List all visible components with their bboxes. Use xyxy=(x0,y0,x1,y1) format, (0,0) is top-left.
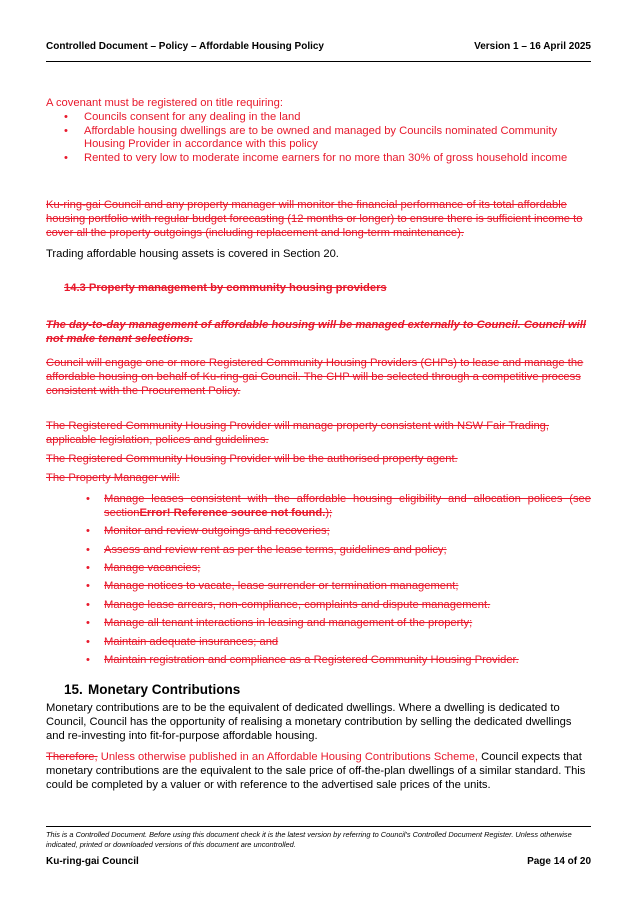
page-number: Page 14 of 20 xyxy=(527,856,591,867)
organisation-name: Ku-ring-gai Council xyxy=(46,856,139,867)
list-item: • Councils consent for any dealing in the land xyxy=(46,111,591,125)
footer-divider xyxy=(46,826,591,827)
list-item: • Manage lease arrears, non-compliance, complaints and dispute management. xyxy=(46,599,591,613)
section-14-3-heading: 14.3 Property management by community housing providers xyxy=(64,282,387,294)
list-item: • Affordable housing dwellings are to be owned and managed by Councils nominated Community Housing Provider in accordance with this policy xyxy=(46,125,591,153)
document-version: Version 1 – 16 April 2025 xyxy=(474,41,591,52)
chp-engagement-paragraph: Council will engage one or more Registered Community Housing Providers (CHPs) to lease and manage the affordable housing on behalf of Ku-ring-gai Council. The CHP will be selected through a competitive process consistent with the Procurement Policy. xyxy=(46,357,584,397)
list-item: • Manage notices to vacate, lease surrender or termination management; xyxy=(46,580,591,594)
trading-paragraph: Trading affordable housing assets is covered in Section 20. xyxy=(46,248,339,260)
management-italic-paragraph: The day-to-day management of affordable housing will be managed externally to Council. Council will not make tenant selections. xyxy=(46,319,586,345)
property-manager-duties xyxy=(46,493,591,672)
chp-manage-paragraph: The Registered Community Housing Provider will manage property consistent with NSW Fair Trading, applicable legislation, polices and guidelines. xyxy=(46,420,550,446)
list-item: • Rented to very low to moderate income earners for no more than 30% of gross household income xyxy=(46,152,591,166)
document-title: Controlled Document – Policy – Affordable Housing Policy xyxy=(46,41,324,52)
list-item: • Manage all tenant interactions in leasing and management of the property; xyxy=(46,617,591,631)
covenant-intro: A covenant must be registered on title requiring: xyxy=(46,97,283,109)
inserted-text: Unless otherwise published in an Affordable Housing Contributions Scheme, xyxy=(97,751,479,763)
covenant-list xyxy=(46,111,591,166)
property-manager-intro: The Property Manager will: xyxy=(46,472,180,484)
monetary-paragraph-1: Monetary contributions are to be the equivalent of dedicated dwellings. Where a dwelling is dedicated to Council, Council has the opportunity of realising a monetary contribution by selling the dedicated dwellings and re-investing into fit-for-purpose affordable housing. xyxy=(46,702,572,742)
list-item: • Manage leases consistent with the affordable housing eligibility and allocation polices (see sectionError! Reference source not found.); xyxy=(46,493,591,521)
list-item: • Manage vacancies; xyxy=(46,562,591,576)
controlled-document-note: This is a Controlled Document. Before using this document check it is the latest version by referring to Council's Controlled Document Register. Unless otherwise indicated, printed or downloaded versions of this document are uncontrolled. xyxy=(46,830,572,849)
header-divider xyxy=(46,61,591,62)
section-15-heading: 15. Monetary Contributions xyxy=(64,682,241,697)
list-item: • Maintain registration and compliance as a Registered Community Housing Provider. xyxy=(46,654,591,668)
list-item: • Maintain adequate insurances; and xyxy=(46,636,591,650)
deleted-text: Therefore, xyxy=(46,751,98,763)
page-header xyxy=(46,41,591,55)
monitor-paragraph: Ku-ring-gai Council and any property manager will monitor the financial performance of its total affordable housing portfolio with regular budget forecasting (12 months or longer) to ensure there is sufficient income to cover all the property outgoings (including replacement and long-term maintenance). xyxy=(46,199,583,239)
duties-list xyxy=(46,493,591,668)
chp-agent-paragraph: The Registered Community Housing Provider will be the authorised property agent. xyxy=(46,453,458,465)
monetary-paragraph-2: Therefore, Unless otherwise published in an Affordable Housing Contributions Scheme, Council expects that monetary contributions are the equivalent to the sale price of off-the-plan dwellings of a similar standard. This could be completed by a valuer or with reference to the advertised sale prices of the units. xyxy=(46,751,586,791)
list-item: • Assess and review rent as per the lease terms, guidelines and policy; xyxy=(46,544,591,558)
covenant-block xyxy=(46,97,591,166)
list-item: • Monitor and review outgoings and recoveries; xyxy=(46,525,591,539)
reference-error: Error! Reference source not found. xyxy=(139,506,326,519)
